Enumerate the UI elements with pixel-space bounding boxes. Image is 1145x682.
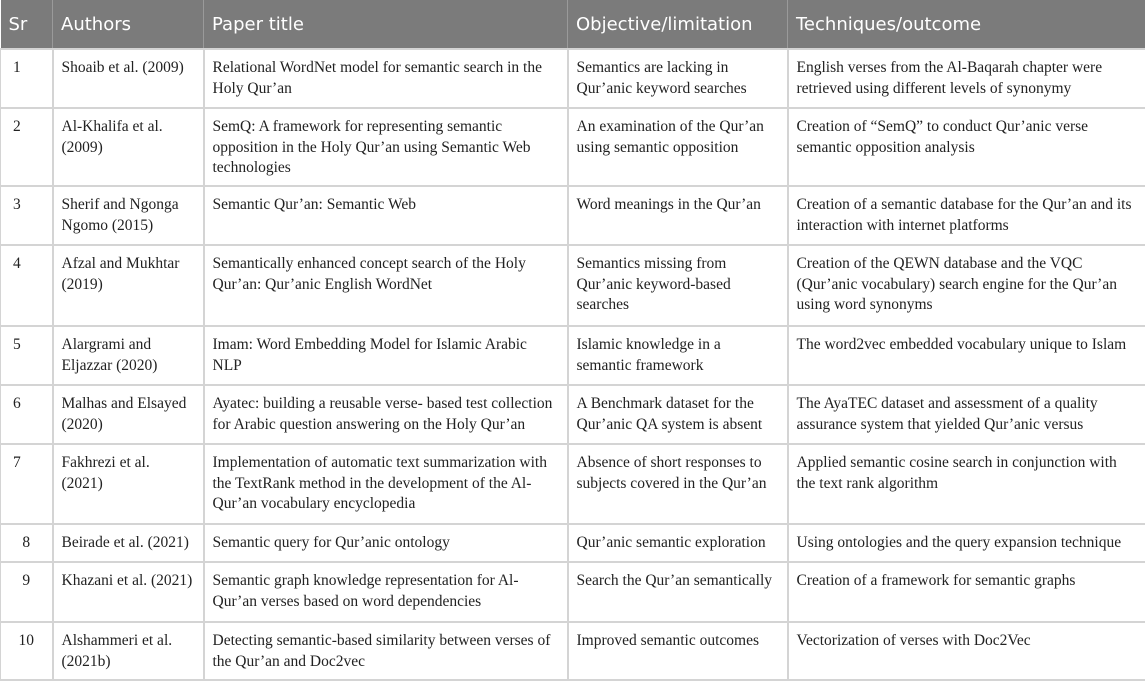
cell-authors: Malhas and Elsayed (2020) [53,385,204,444]
cell-sr: 4 [1,245,53,326]
cell-outcome: Creation of a semantic database for the Qur’an and its interaction with internet platforms [788,186,1145,245]
cell-sr: 1 [1,49,53,108]
cell-paper-title: Semantic graph knowledge representation for Al-Qur’an verses based on word dependencies [204,562,568,622]
table-row [1,326,1145,385]
cell-sr: 5 [1,326,53,385]
table-row [1,562,1145,622]
cell-outcome: Creation of a framework for semantic graphs [788,562,1145,622]
cell-sr: 10 [1,622,53,680]
cell-authors: Fakhrezi et al. (2021) [53,444,204,524]
cell-outcome: Creation of “SemQ” to conduct Qur’anic verse semantic opposition analysis [788,108,1145,186]
cell-authors: Beirade et al. (2021) [53,524,204,562]
cell-objective: A Benchmark dataset for the Qur’anic QA system is absent [568,385,788,444]
cell-objective: Search the Qur’an semantically [568,562,788,622]
cell-outcome: Vectorization of verses with Doc2Vec [788,622,1145,680]
header-authors: Authors [53,0,204,49]
cell-authors: Alargrami and Eljazzar (2020) [53,326,204,385]
table-row [1,49,1145,108]
cell-paper-title: Semantic query for Qur’anic ontology [204,524,568,562]
cell-authors: Sherif and Ngonga Ngomo (2015) [53,186,204,245]
cell-paper-title: Semantically enhanced concept search of the Holy Qur’an: Qur’anic English WordNet [204,245,568,326]
table-row [1,245,1145,326]
table-row [1,186,1145,245]
cell-objective: Qur’anic semantic exploration [568,524,788,562]
cell-outcome: English verses from the Al-Baqarah chapter were retrieved using different levels of synonymy [788,49,1145,108]
cell-authors: Alshammeri et al. (2021b) [53,622,204,680]
cell-paper-title: Detecting semantic-based similarity between verses of the Qur’an and Doc2vec [204,622,568,680]
cell-objective: Islamic knowledge in a semantic framework [568,326,788,385]
cell-objective: Semantics missing from Qur’anic keyword-based searches [568,245,788,326]
table-row [1,622,1145,680]
cell-paper-title: Semantic Qur’an: Semantic Web [204,186,568,245]
table-row [1,108,1145,186]
cell-sr: 3 [1,186,53,245]
cell-authors: Al-Khalifa et al. (2009) [53,108,204,186]
table-row [1,444,1145,524]
cell-sr: 9 [1,562,53,622]
cell-objective: Word meanings in the Qur’an [568,186,788,245]
cell-paper-title: Imam: Word Embedding Model for Islamic Arabic NLP [204,326,568,385]
cell-outcome: Using ontologies and the query expansion technique [788,524,1145,562]
cell-sr: 6 [1,385,53,444]
cell-sr: 2 [1,108,53,186]
cell-outcome: Applied semantic cosine search in conjunction with the text rank algorithm [788,444,1145,524]
table-row [1,524,1145,562]
cell-sr: 7 [1,444,53,524]
table-row [1,385,1145,444]
cell-paper-title: Implementation of automatic text summarization with the TextRank method in the development of the Al-Qur’an vocabulary encyclopedia [204,444,568,524]
cell-sr: 8 [1,524,53,562]
cell-outcome: Creation of the QEWN database and the VQC (Qur’anic vocabulary) search engine for the Qur’an using word synonyms [788,245,1145,326]
cell-objective: Improved semantic outcomes [568,622,788,680]
cell-objective: An examination of the Qur’an using semantic opposition [568,108,788,186]
cell-paper-title: Relational WordNet model for semantic search in the Holy Qur’an [204,49,568,108]
header-paper-title: Paper title [204,0,568,49]
cell-paper-title: SemQ: A framework for representing semantic opposition in the Holy Qur’an using Semantic Web technologies [204,108,568,186]
cell-authors: Afzal and Mukhtar (2019) [53,245,204,326]
header-sr: Sr [1,0,53,49]
cell-outcome: The word2vec embedded vocabulary unique to Islam [788,326,1145,385]
cell-authors: Khazani et al. (2021) [53,562,204,622]
header-objective: Objective/limitation [568,0,788,49]
cell-outcome: The AyaTEC dataset and assessment of a quality assurance system that yielded Qur’anic versus [788,385,1145,444]
table-header-row [1,0,1145,49]
header-techniques: Techniques/outcome [788,0,1145,49]
cell-objective: Absence of short responses to subjects covered in the Qur’an [568,444,788,524]
cell-paper-title: Ayatec: building a reusable verse- based test collection for Arabic question answering on the Holy Qur’an [204,385,568,444]
cell-objective: Semantics are lacking in Qur’anic keyword searches [568,49,788,108]
cell-authors: Shoaib et al. (2009) [53,49,204,108]
